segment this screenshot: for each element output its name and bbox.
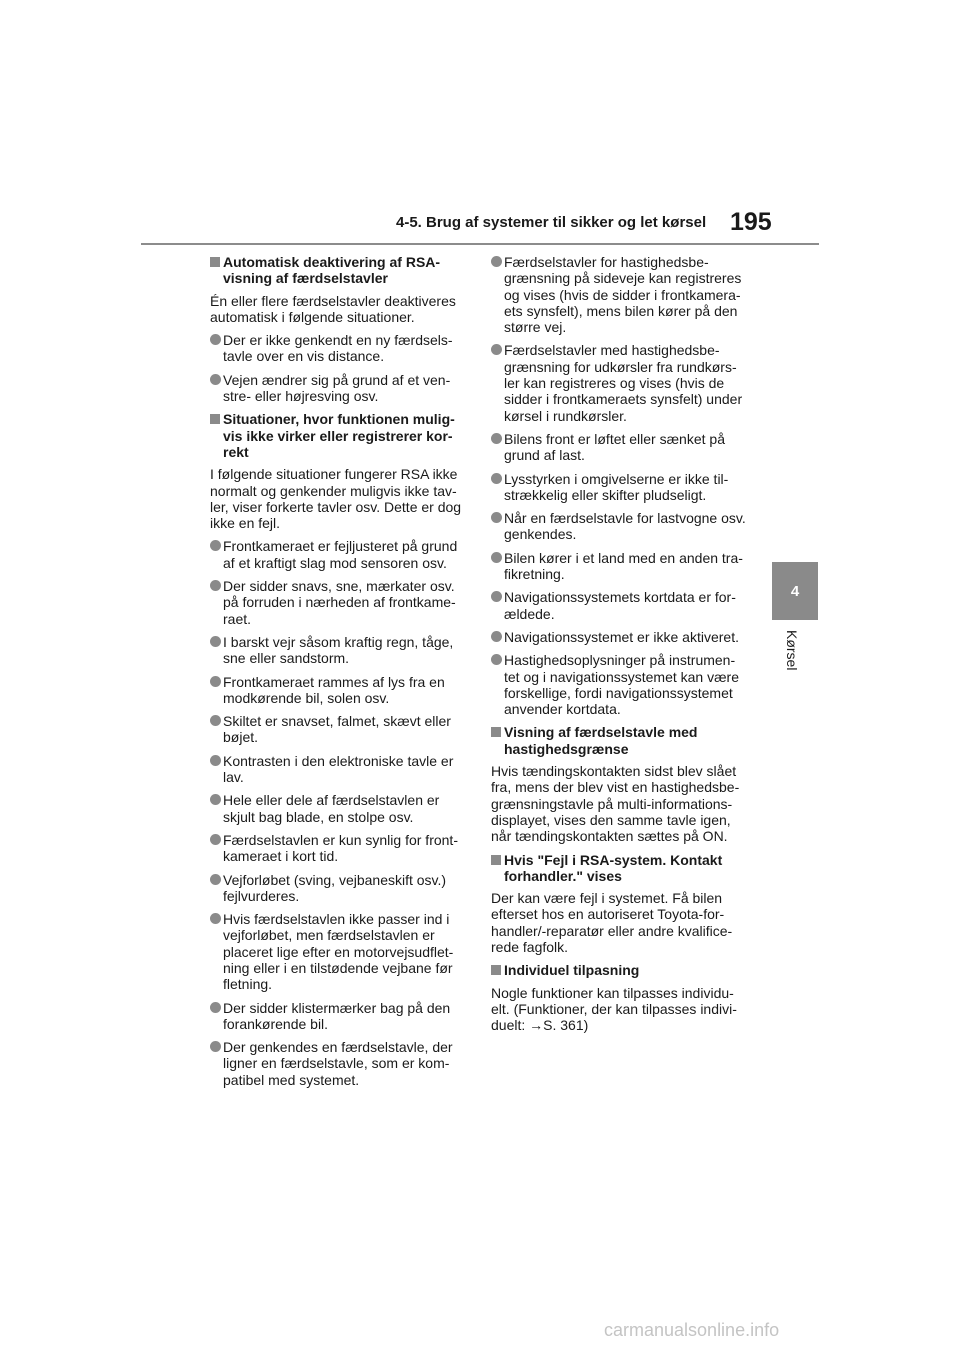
list-item [210, 332, 466, 365]
text: Hvis tændingskontakten sidst blev slået fra, mens der blev vist en hastighedsbe-grænsningstavle på multi-informations-displayet, vises den samme tavle igen, når tændingskontakten sættes på ON. [491, 763, 740, 845]
round-bullet-icon [491, 256, 502, 267]
round-bullet-icon [491, 473, 502, 484]
square-bullet-icon [210, 257, 220, 267]
round-bullet-icon [491, 552, 502, 563]
round-bullet-icon [210, 580, 221, 591]
round-bullet-icon [210, 715, 221, 726]
text: Der sidder klistermærker bag på den forankørende bil. [223, 999, 451, 1032]
list-item [210, 578, 466, 627]
page-number: 195 [730, 208, 772, 236]
text: Navigationssystemet er ikke aktiveret. [504, 628, 739, 645]
paragraph [491, 985, 747, 1034]
list-item [210, 832, 466, 865]
square-bullet-icon [491, 727, 501, 737]
square-bullet-icon [491, 965, 501, 975]
round-bullet-icon [210, 374, 221, 385]
round-bullet-icon [210, 794, 221, 805]
chapter-tab[interactable] [772, 562, 818, 620]
text: Hvis "Fejl i RSA-system. Kontakt forhandler." vises [504, 851, 723, 884]
chapter-tab-label: Kørsel [784, 630, 800, 671]
list-item [210, 634, 466, 667]
paragraph [210, 293, 466, 326]
text: Der genkendes en færdselstavle, der ligner en færdselstavle, som er kom-patibel med systemet. [223, 1039, 453, 1088]
chapter-title: 4-5. Brug af systemer til sikker og let kørsel [396, 214, 707, 231]
list-item [491, 510, 747, 543]
text: Nogle funktioner kan tilpasses individu-elt. (Funktioner, der kan tilpasses indivi-duelt: →S. 361) [491, 984, 737, 1034]
round-bullet-icon [210, 1002, 221, 1013]
list-item [210, 1000, 466, 1033]
paragraph [491, 890, 747, 955]
list-item [210, 674, 466, 707]
text: Vejen ændrer sig på grund af et ven-stre- eller højresving osv. [223, 371, 451, 405]
round-bullet-icon [210, 636, 221, 647]
text: Vejforløbet (sving, vejbaneskift osv.) fejlvurderes. [223, 871, 447, 904]
list-item [210, 713, 466, 746]
text: Hvis færdselstavlen ikke passer ind i vejforløbet, men færdselstavlen er placeret lige efter en motorvejsudflet-ning eller i en tilstødende vejbane før fletning. [223, 911, 454, 993]
list-item [210, 792, 466, 825]
round-bullet-icon [491, 591, 502, 602]
list-item [491, 342, 747, 423]
list-item [491, 652, 747, 717]
round-bullet-icon [491, 631, 502, 642]
section-heading [491, 724, 747, 757]
round-bullet-icon [210, 913, 221, 924]
section-heading [210, 411, 466, 460]
paragraph [491, 763, 747, 844]
text: Individuel tilpasning [504, 962, 640, 979]
text: Situationer, hvor funktionen mulig-vis ikke virker eller registrerer kor-rekt [223, 411, 455, 460]
text: Bilen kører i et land med en anden tra-fikretning. [504, 549, 743, 583]
list-item [210, 372, 466, 405]
square-bullet-icon [210, 414, 220, 424]
text: Når en færdselstavle for lastvogne osv. genkendes. [504, 510, 746, 543]
round-bullet-icon [491, 344, 502, 355]
list-item [210, 872, 466, 905]
text: Færdselstavlen er kun synlig for front-kameraet i kort tid. [223, 831, 458, 865]
list-item [491, 629, 747, 645]
round-bullet-icon [210, 834, 221, 845]
section-heading [491, 962, 747, 978]
right-column [491, 254, 747, 1040]
round-bullet-icon [491, 512, 502, 523]
text: Der kan være fejl i systemet. Få bilen efterset hos en autoriseret Toyota-for-handler/-reparatør eller andre kvalifice-rede fagfolk. [491, 890, 733, 955]
section-heading [491, 852, 747, 885]
square-bullet-icon [491, 855, 501, 865]
round-bullet-icon [210, 874, 221, 885]
text: Skiltet er snavset, falmet, skævt eller bøjet. [223, 713, 451, 746]
section-heading [210, 254, 466, 287]
list-item [491, 589, 747, 622]
text: Færdselstavler for hastighedsbe-grænsning på sideveje kan registreres og vises (hvis de sidder i frontkamera-ets synsfelt), mens bilen kører på den større vej. [504, 254, 742, 336]
left-column [210, 254, 466, 1095]
text: Frontkameraet rammes af lys fra en modkørende bil, solen osv. [223, 673, 445, 706]
round-bullet-icon [210, 755, 221, 766]
list-item [210, 538, 466, 571]
text: Én eller flere færdselstavler deaktiveres automatisk i følgende situationer. [210, 292, 456, 325]
list-item [491, 254, 747, 335]
paragraph [210, 466, 466, 531]
round-bullet-icon [491, 654, 502, 665]
watermark: carmanualsonline.info [604, 1320, 780, 1340]
list-item [210, 911, 466, 992]
text: Hele eller dele af færdselstavlen er skjult bag blade, en stolpe osv. [223, 792, 440, 825]
round-bullet-icon [210, 676, 221, 687]
text: Hastighedsoplysninger på instrumen-tet og i navigationssystemet kan være forskellige, fordi navigationssystemet anvender kortdata. [504, 652, 740, 718]
text: Navigationssystemets kortdata er for-ældede. [504, 589, 736, 622]
round-bullet-icon [491, 433, 502, 444]
round-bullet-icon [210, 334, 221, 345]
text: Der sidder snavs, sne, mærkater osv. på forruden i nærheden af frontkame-raet. [223, 578, 456, 627]
list-item [210, 1039, 466, 1088]
text: I barskt vejr såsom kraftig regn, tåge, sne eller sandstorm. [223, 633, 454, 667]
text: Lysstyrken i omgivelserne er ikke til-strækkelig eller skifter pludseligt. [504, 470, 729, 503]
text: Automatisk deaktivering af RSA-visning af færdselstavler [223, 254, 441, 287]
header-rule [141, 243, 819, 245]
text: Kontrasten i den elektroniske tavle er lav. [223, 752, 454, 786]
text: Der er ikke genkendt en ny færdsels-tavle over en vis distance. [223, 332, 453, 365]
text: Færdselstavler med hastighedsbe-grænsning for udkørsler fra rundkørs-ler kan registreres og vises (hvis de sidder i frontkameraets synsfelt) under kørsel i rundkørsler. [504, 342, 743, 424]
list-item [491, 431, 747, 464]
list-item [491, 550, 747, 583]
text: I følgende situationer fungerer RSA ikke normalt og genkender muligvis ikke tav-ler, viser forkerte tavler osv. Dette er dog ikke en fejl. [210, 466, 462, 532]
list-item [210, 753, 466, 786]
text: Frontkameraet er fejljusteret på grund af et kraftigt slag mod sensoren osv. [223, 538, 458, 571]
text: Visning af færdselstavle med hastighedsgrænse [504, 724, 698, 757]
chapter-tab-number: 4 [790, 582, 800, 600]
text: Bilens front er løftet eller sænket på grund af last. [504, 430, 725, 464]
round-bullet-icon [210, 540, 221, 551]
list-item [491, 471, 747, 504]
round-bullet-icon [210, 1041, 221, 1052]
